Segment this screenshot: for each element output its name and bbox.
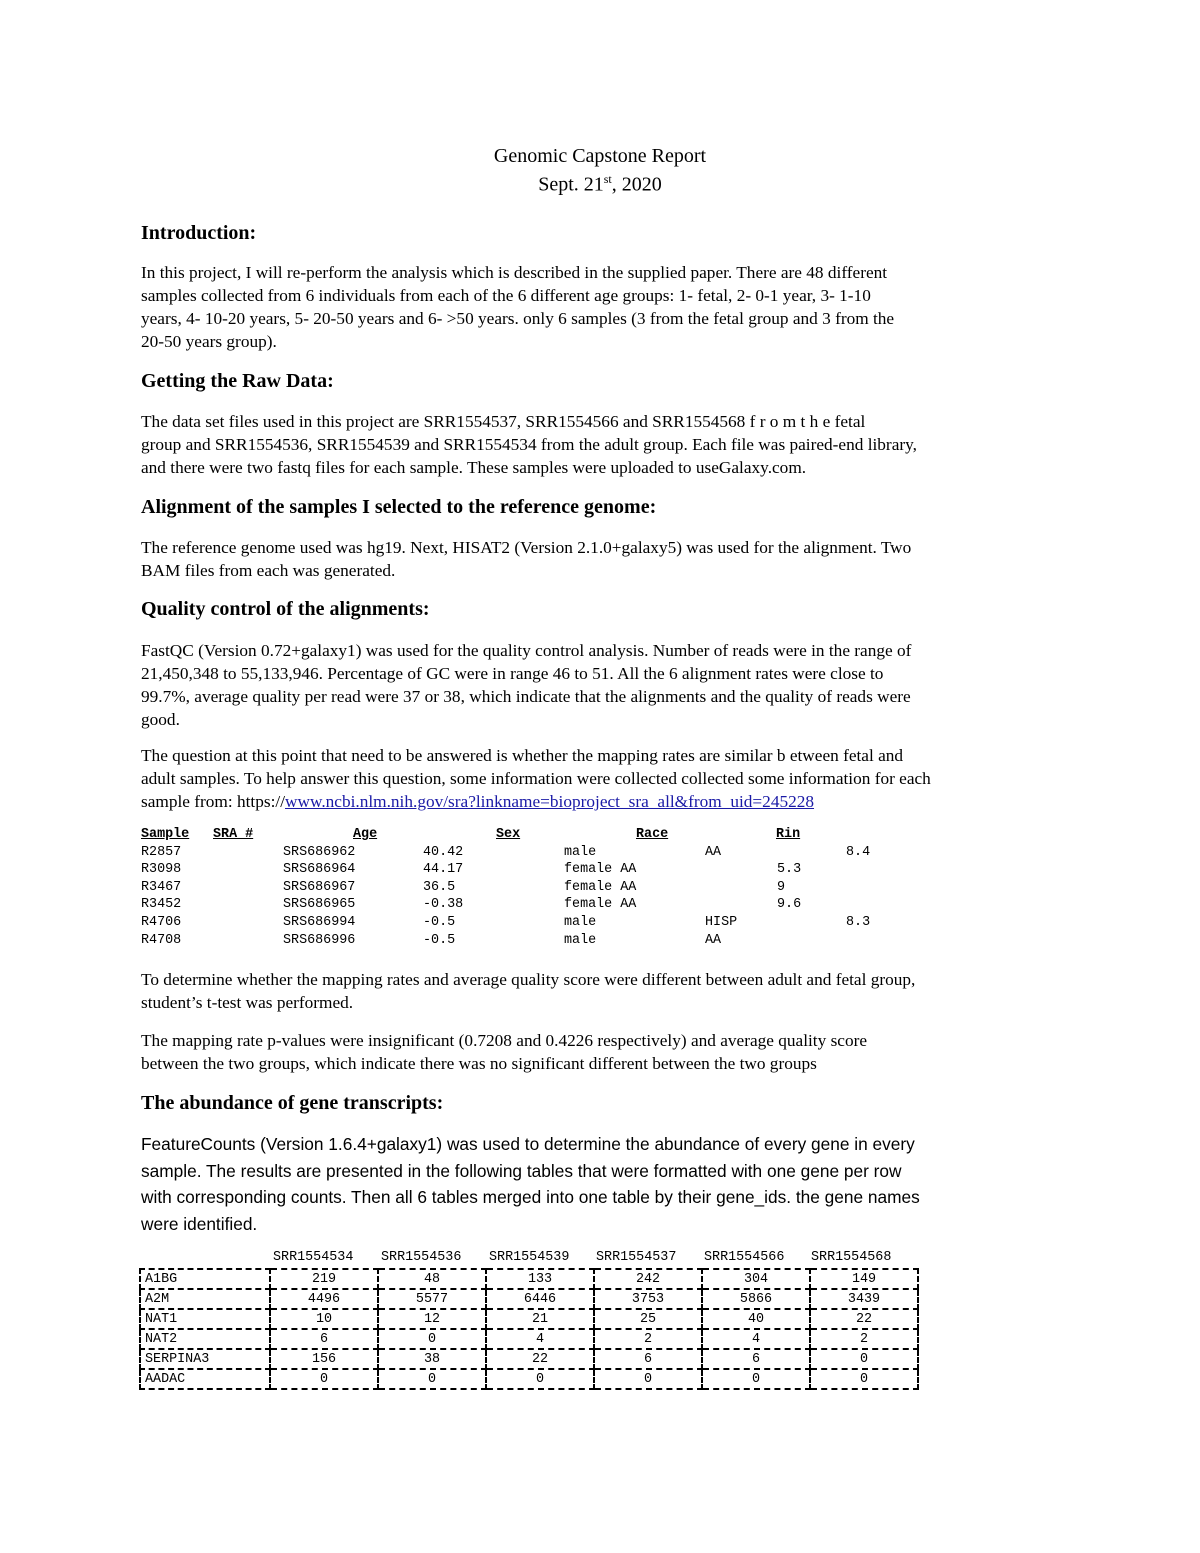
link-prefix: sample from: https://	[141, 792, 285, 811]
count-cell: 242	[594, 1269, 702, 1289]
cell-sra: SRS686964	[283, 862, 356, 878]
column-header: SRR1554539	[489, 1250, 570, 1265]
gene-name: AADAC	[140, 1369, 270, 1389]
cell-rin: 5.3	[777, 862, 802, 878]
count-cell: 219	[270, 1269, 378, 1289]
text-line: sample. The results are presented in the following tables that were formatted with one gene per row	[141, 1160, 902, 1181]
count-cell: 0	[270, 1369, 378, 1389]
count-cell: 6	[270, 1329, 378, 1349]
count-cell: 5866	[702, 1289, 810, 1309]
text-line: good.	[141, 710, 180, 729]
column-header: SRR1554536	[381, 1250, 462, 1265]
cell-rin: 8.4	[846, 844, 871, 860]
text-line: 21,450,348 to 55,133,946. Percentage of GC were in range 46 to 51. All the 6 alignment rates were close to	[141, 664, 884, 683]
cell-sra: SRS686967	[283, 879, 356, 895]
gene-name: NAT1	[140, 1309, 270, 1329]
header-sra: SRA #	[213, 827, 254, 842]
heading-quality-control: Quality control of the alignments:	[141, 598, 430, 620]
text-line: were identified.	[141, 1213, 258, 1234]
cell-race: AA	[705, 932, 722, 948]
paragraph-alignment	[141, 536, 1061, 582]
column-header: SRR1554537	[596, 1250, 677, 1265]
text-line: and there were two fastq files for each sample. These samples were uploaded to useGalaxy.com.	[141, 458, 807, 477]
cell-sample: R3452	[141, 897, 182, 913]
count-cell: 0	[594, 1369, 702, 1389]
count-cell: 0	[810, 1369, 918, 1389]
heading-raw-data: Getting the Raw Data:	[141, 370, 334, 392]
header-sex: Sex	[496, 827, 521, 842]
count-cell: 21	[486, 1309, 594, 1329]
table-row	[140, 1369, 918, 1389]
cell-sex: female AA	[564, 862, 637, 878]
table-row	[140, 1329, 918, 1349]
text-line: with corresponding counts. Then all 6 tables merged into one table by their gene_ids. the gene names	[141, 1187, 920, 1207]
count-cell: 149	[810, 1269, 918, 1289]
column-header: SRR1554568	[811, 1250, 892, 1265]
table-row	[140, 1289, 918, 1309]
table-row	[140, 1349, 918, 1369]
cell-sample: R2857	[141, 844, 182, 860]
cell-sra: SRS686994	[283, 914, 356, 930]
count-cell: 22	[486, 1349, 594, 1369]
count-cell: 3439	[810, 1289, 918, 1309]
date-prefix: Sept. 21	[538, 173, 604, 196]
count-cell: 4	[486, 1329, 594, 1349]
text-line: 99.7%, average quality per read were 37 or 38, which indicate that the alignments and the quality of reads were	[141, 687, 911, 706]
cell-sex: female AA	[564, 879, 637, 895]
cell-sex: male	[564, 932, 597, 948]
count-cell: 0	[486, 1369, 594, 1389]
cell-age: 40.42	[423, 844, 464, 860]
count-cell: 6	[594, 1349, 702, 1369]
column-header: SRR1554566	[704, 1250, 785, 1265]
header-age: Age	[353, 827, 378, 842]
count-cell: 25	[594, 1309, 702, 1329]
header-race: Race	[636, 827, 669, 842]
ncbi-sra-link[interactable]: www.ncbi.nlm.nih.gov/sra?linkname=bioproject_sra_all&from_uid=245228	[285, 792, 815, 811]
cell-age: -0.5	[423, 914, 456, 930]
text-line: FeatureCounts (Version 1.6.4+galaxy1) was used to determine the abundance of every gene in every	[141, 1134, 915, 1154]
text-line: 20-50 years group).	[141, 332, 277, 351]
date-year: , 2020	[611, 173, 662, 196]
count-cell: 6	[702, 1349, 810, 1369]
text-line: The reference genome used was hg19. Next, HISAT2 (Version 2.1.0+galaxy5) was used for the alignment. Two	[141, 538, 912, 557]
text-line: between the two groups, which indicate there was no significant different between the two groups	[141, 1054, 817, 1073]
heading-abundance: The abundance of gene transcripts:	[141, 1092, 444, 1114]
document-date	[0, 172, 1200, 197]
cell-sex: male	[564, 914, 597, 930]
count-cell: 0	[378, 1329, 486, 1349]
cell-rin: 8.3	[846, 914, 871, 930]
count-cell: 22	[810, 1309, 918, 1329]
paragraph-ttest	[141, 968, 1061, 1014]
text-line: The mapping rate p-values were insignificant (0.7208 and 0.4226 respectively) and average quality score	[141, 1031, 868, 1050]
text-line: adult samples. To help answer this question, some information were collected collected some information for each	[141, 769, 931, 788]
paragraph-question	[141, 744, 1061, 813]
cell-sex: male	[564, 844, 597, 860]
text-line: student’s t-test was performed.	[141, 993, 354, 1012]
cell-sample: R3098	[141, 862, 182, 878]
paragraph-quality-control	[141, 639, 1061, 731]
text-line: BAM files from each was generated.	[141, 561, 396, 580]
count-cell: 156	[270, 1349, 378, 1369]
paragraph-raw-data	[141, 410, 1061, 479]
count-cell: 4	[702, 1329, 810, 1349]
gene-name: A2M	[140, 1289, 270, 1309]
text-line: years, 4- 10-20 years, 5- 20-50 years and 6- >50 years. only 6 samples (3 from the fetal group and 3 from the	[141, 309, 895, 328]
cell-rin: 9	[777, 879, 786, 895]
count-cell: 12	[378, 1309, 486, 1329]
cell-sample: R4708	[141, 932, 182, 948]
count-cell: 40	[702, 1309, 810, 1329]
count-cell: 48	[378, 1269, 486, 1289]
count-cell: 3753	[594, 1289, 702, 1309]
cell-sra: SRS686996	[283, 932, 356, 948]
gene-name: SERPINA3	[140, 1349, 270, 1369]
header-sample: Sample	[141, 827, 190, 842]
gene-count-table	[139, 1268, 919, 1390]
text-line: To determine whether the mapping rates and average quality score were different between adult and fetal group,	[141, 970, 916, 989]
cell-rin: 9.6	[777, 897, 802, 913]
count-cell: 4496	[270, 1289, 378, 1309]
text-line: In this project, I will re-perform the analysis which is described in the supplied paper. There are 48 different	[141, 263, 888, 282]
count-cell: 5577	[378, 1289, 486, 1309]
paragraph-introduction	[141, 261, 1061, 353]
cell-sample: R4706	[141, 914, 182, 930]
cell-age: 44.17	[423, 862, 464, 878]
count-cell: 133	[486, 1269, 594, 1289]
paragraph-pvalues	[141, 1029, 1061, 1075]
text-line: samples collected from 6 individuals from each of the 6 different age groups: 1- fetal, 2- 0-1 year, 3- 1-10	[141, 286, 871, 305]
table-row	[140, 1269, 918, 1289]
count-cell: 0	[810, 1349, 918, 1369]
table-row	[140, 1309, 918, 1329]
text-line	[141, 790, 1061, 813]
count-cell: 2	[810, 1329, 918, 1349]
paragraph-featurecounts	[141, 1131, 1061, 1237]
count-cell: 304	[702, 1269, 810, 1289]
cell-sra: SRS686965	[283, 897, 356, 913]
header-rin: Rin	[776, 827, 801, 842]
column-header: SRR1554534	[273, 1250, 354, 1265]
document-title: Genomic Capstone Report	[493, 145, 707, 167]
count-cell: 2	[594, 1329, 702, 1349]
count-cell: 10	[270, 1309, 378, 1329]
gene-name: A1BG	[140, 1269, 270, 1289]
text-line: The question at this point that need to be answered is whether the mapping rates are similar b etween fetal and	[141, 746, 904, 765]
date-suffix-sup: st	[603, 172, 612, 186]
heading-alignment: Alignment of the samples I selected to the reference genome:	[141, 496, 657, 518]
heading-introduction: Introduction:	[141, 222, 257, 244]
cell-sex: female AA	[564, 897, 637, 913]
count-cell: 0	[702, 1369, 810, 1389]
gene-name: NAT2	[140, 1329, 270, 1349]
cell-race: AA	[705, 844, 722, 860]
text-line: group and SRR1554536, SRR1554539 and SRR1554534 from the adult group. Each file was paired-end library,	[141, 435, 917, 454]
count-cell: 38	[378, 1349, 486, 1369]
cell-age: 36.5	[423, 879, 456, 895]
text-line: The data set files used in this project are SRR1554537, SRR1554566 and SRR1554568 f r o m t h e fetal	[141, 412, 866, 431]
count-cell: 6446	[486, 1289, 594, 1309]
cell-age: -0.5	[423, 932, 456, 948]
cell-sample: R3467	[141, 879, 182, 895]
cell-race: HISP	[705, 914, 738, 930]
cell-age: -0.38	[423, 897, 464, 913]
count-cell: 0	[378, 1369, 486, 1389]
cell-sra: SRS686962	[283, 844, 356, 860]
text-line: FastQC (Version 0.72+galaxy1) was used for the quality control analysis. Number of reads were in the range of	[141, 641, 912, 660]
